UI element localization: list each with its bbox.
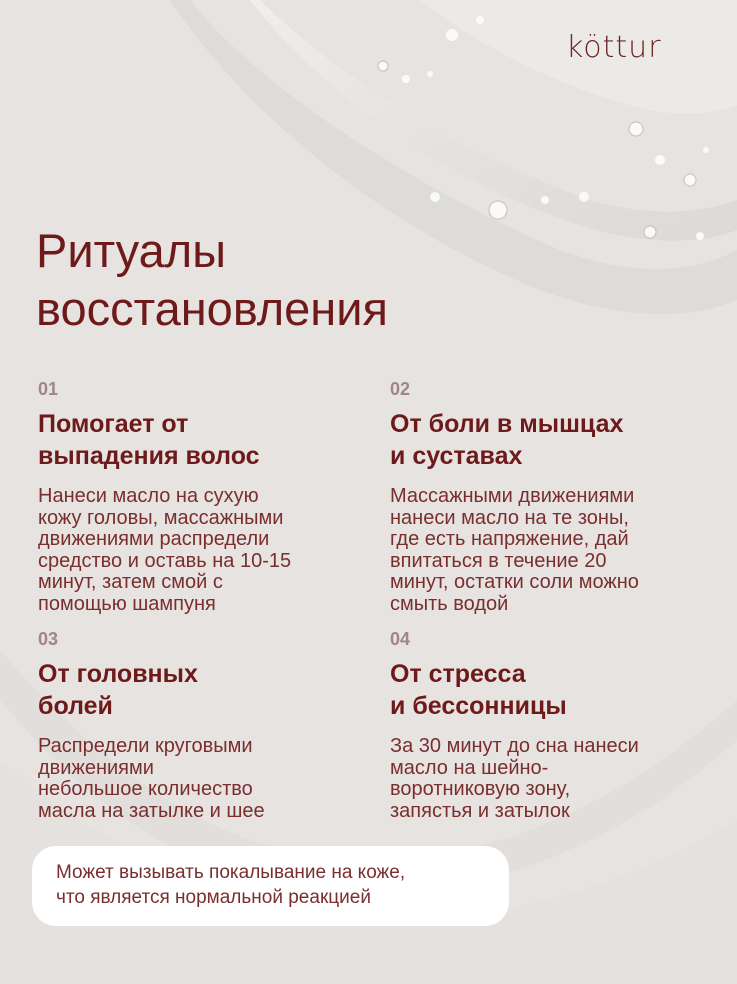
desc-line: нанеси масло на те зоны, [390,506,629,529]
desc-line: Нанеси масло на сухую [38,485,259,507]
desc-line: минут, затем смой с [38,571,223,593]
warning-note [32,846,509,926]
desc-line: движениями [38,756,154,779]
ritual-item-hair-loss [38,378,358,615]
item-number: 02 [390,379,411,399]
ritual-item-stress [390,628,720,822]
item-heading [38,408,358,472]
desc-line: где есть напряжение, дай [390,528,629,550]
desc-line: Распредели круговыми [38,735,253,757]
heading-line: болей [38,692,113,720]
desc-line: запястья и затылок [390,799,570,822]
desc-line: помощью шампуня [38,592,216,615]
desc-line: небольшое количество [38,778,253,800]
item-description [390,736,720,822]
heading-line: Помогает от [38,410,189,438]
title-line: Ритуалы [36,224,226,277]
item-description [38,486,358,615]
heading-line: От головных [38,660,198,688]
note-line: Может вызывать покалывание на коже, [56,862,406,883]
brand-logo: köttur [566,30,662,65]
ritual-item-muscle-pain [390,378,720,615]
heading-line: и бессонницы [390,692,567,720]
item-heading [390,408,720,472]
warning-note-text [56,860,496,910]
item-number: 03 [38,629,59,649]
heading-line: выпадения волос [38,442,260,470]
item-description [390,486,720,615]
desc-line: воротниковую зону, [390,778,571,800]
title-line: восстановления [36,282,388,335]
note-line: что является нормальной реакцией [56,887,371,908]
desc-line: впитаться в течение 20 [390,549,607,572]
heading-line: и суставах [390,442,523,470]
heading-line: От стресса [390,660,526,688]
desc-line: минут, остатки соли можно [390,571,639,593]
ritual-item-headache [38,628,358,822]
page-title [36,222,388,338]
heading-line: От боли в мышцах [390,410,624,438]
desc-line: кожу головы, массажными [38,506,284,529]
desc-line: масла на затылке и шее [38,799,265,822]
desc-line: движениями распредели [38,528,270,550]
item-heading [38,658,358,722]
item-number: 04 [390,629,411,649]
item-heading [390,658,720,722]
desc-line: За 30 минут до сна нанеси [390,735,639,757]
desc-line: масло на шейно- [390,756,549,779]
item-number: 01 [38,379,59,399]
desc-line: средство и оставь на 10-15 [38,549,292,572]
desc-line: смыть водой [390,592,509,615]
desc-line: Массажными движениями [390,485,635,507]
item-description [38,736,358,822]
